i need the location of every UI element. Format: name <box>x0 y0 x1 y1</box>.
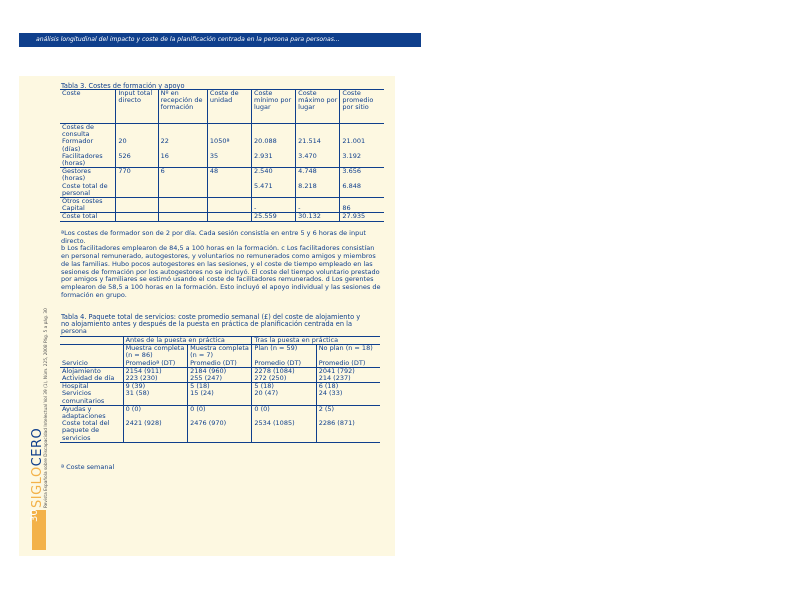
table-cell: 25.559 <box>251 213 295 221</box>
table-row <box>60 213 384 221</box>
table-cell <box>116 183 158 198</box>
table-cell: 2.931 <box>251 153 295 168</box>
table-cell: 2041 (792) <box>316 367 380 375</box>
table-row <box>60 124 384 139</box>
table-cell: Plan (n = 59) <box>252 345 316 360</box>
brand-left: SIGLO <box>30 466 45 508</box>
table-cell <box>340 124 384 139</box>
table4-footnote: ª Coste semanal <box>61 463 115 471</box>
table-cell <box>158 205 207 213</box>
table-cell <box>158 213 207 221</box>
table-cell <box>296 124 340 139</box>
table-cell: 6 (18) <box>316 383 380 391</box>
table-cell: 22 <box>158 138 207 152</box>
table4-caption-line: Tabla 4. Paquete total de servicios: coste promedio semanal (£) del coste de alojamiento y <box>61 313 361 321</box>
table-cell: Capital <box>62 204 85 213</box>
table-cell <box>251 124 295 139</box>
table-cell: 20 (47) <box>252 390 316 405</box>
table-cell: 20.088 <box>251 138 295 152</box>
table3-header-cell: Coste promedio por sitio <box>340 90 384 124</box>
table-cell: 5 (18) <box>188 383 252 391</box>
table-cell <box>158 124 207 139</box>
table-row <box>60 205 384 213</box>
table-cell: 2421 (928) <box>123 420 188 442</box>
table-cell: 214 (237) <box>316 375 380 383</box>
table4-group-after: Tras la puesta en práctica <box>252 337 380 345</box>
table-cell: Servicios comunitarios <box>62 389 105 405</box>
table-cell: 3.656 <box>340 168 384 183</box>
table-cell: 21.001 <box>340 138 384 152</box>
table-cell <box>296 198 340 206</box>
table-cell: 21.514 <box>296 138 340 152</box>
table3-header-cell: Nº en recepción de formación <box>158 90 207 124</box>
table-cell <box>116 205 158 213</box>
table-cell: 5 (18) <box>252 383 316 391</box>
table-cell: 2476 (970) <box>188 420 252 442</box>
table-cell: - <box>251 205 295 213</box>
table4-header-cell: Promedioª (DT) <box>123 360 188 368</box>
table-row <box>60 390 380 405</box>
table-cell <box>60 345 123 360</box>
table-cell: Hospital <box>60 383 123 391</box>
table-cell <box>116 198 158 206</box>
table-cell <box>158 183 207 198</box>
table-cell: Ayudas y adaptaciones <box>60 405 123 420</box>
table-row <box>60 168 384 183</box>
table-cell <box>116 124 158 139</box>
table-row <box>60 420 380 442</box>
table-cell: Actividad de día <box>62 374 115 383</box>
table-cell: 1050ª <box>207 138 251 152</box>
table-cell: 2286 (871) <box>316 420 380 442</box>
table3-note: ªLos costes de formador son de 2 por día. Cada sesión consistía en entre 5 y 6 horas de input directo. <box>61 229 366 245</box>
table-row <box>60 138 384 152</box>
table-cell: Coste total <box>60 213 116 221</box>
table4-header-cell: Promedio (DT) <box>316 360 380 368</box>
table-cell: 0 (0) <box>123 405 188 420</box>
table-cell: 2184 (960) <box>188 367 252 375</box>
table3-header-cell: Input total directo <box>116 90 158 124</box>
table-cell: Coste total de personal <box>62 181 108 197</box>
table3-note: b Los facilitadores emplearon de 84,5 a 100 horas en la formación. c Los facilitadores consistían en personal remunerado, autogestores, y voluntarios no remunerados como amigos y miembros de las familias. Hubo pocos autogestores en las sesiones, y el coste de tiempo empleado en las sesiones de formación por los autogestores no se incluyó. El coste del tiempo voluntario prestado por amigos y familiares se estimó usando el coste de facilitadores remunerados. d Los gerentes emplearon de 58,5 a 100 horas en la formación. Esto incluyó el apoyo individual y las sesiones de formación en grupo. <box>61 244 381 299</box>
table4-caption-line: persona <box>61 327 87 335</box>
table-cell: Gestores (horas) <box>60 168 116 183</box>
table-cell: Muestra completa (n = 86) <box>123 345 188 360</box>
table-cell: 48 <box>207 168 251 183</box>
table-cell: 35 <box>207 153 251 168</box>
table-cell: 5.471 <box>251 183 295 198</box>
table3-caption: Tabla 3. Costes de formación y apoyo <box>61 82 185 90</box>
table-cell: 0 (0) <box>188 405 252 420</box>
table-cell: 0 (0) <box>252 405 316 420</box>
table-cell <box>207 198 251 206</box>
table3-header-cell: Coste mínimo por lugar <box>251 90 295 124</box>
table3-header-row <box>60 90 384 124</box>
table-cell: Formador (días) <box>62 137 94 153</box>
table-cell: 2154 (911) <box>123 367 188 375</box>
table-cell: 223 (230) <box>123 375 188 383</box>
table3-notes <box>61 230 383 299</box>
table-row <box>60 405 380 420</box>
table-cell: 6.848 <box>340 183 384 198</box>
table-cell: 9 (39) <box>123 383 188 391</box>
table-cell: 16 <box>158 153 207 168</box>
table4 <box>60 336 380 443</box>
table-cell: No plan (n = 18) <box>316 345 380 360</box>
table-row <box>60 183 384 198</box>
table-cell: 272 (250) <box>252 375 316 383</box>
table4-header-cell: Servicio <box>60 360 123 368</box>
table-cell: 770 <box>116 168 158 183</box>
table-cell: 4.748 <box>296 168 340 183</box>
table-cell <box>251 198 295 206</box>
table4-header-cell: Promedio (DT) <box>252 360 316 368</box>
table-cell: Coste total del paquete de servicios <box>62 419 110 442</box>
brand-right: CERO <box>30 427 45 467</box>
table-cell <box>158 198 207 206</box>
table-cell <box>60 337 123 345</box>
table-cell: 255 (247) <box>188 375 252 383</box>
table-cell <box>207 205 251 213</box>
table3-header-cell: Coste de unidad <box>207 90 251 124</box>
table-cell: 3.470 <box>296 153 340 168</box>
table-cell: 15 (24) <box>188 390 252 405</box>
table-cell: 2.540 <box>251 168 295 183</box>
table4-subheader-row <box>60 345 380 360</box>
running-header-title: análisis longitudinal del impacto y coste de la planificación centrada en la persona para personas... <box>36 36 340 43</box>
table-cell: 24 (33) <box>316 390 380 405</box>
table-cell <box>207 213 251 221</box>
table-row <box>60 198 384 206</box>
table-cell: 526 <box>116 153 158 168</box>
table-cell <box>207 124 251 139</box>
table-cell: 6 <box>158 168 207 183</box>
table3-header-cell: Coste <box>60 90 116 124</box>
table-cell: Alojamiento <box>62 366 101 375</box>
table3 <box>60 89 384 222</box>
table4-group-before: Antes de la puesta en práctica <box>123 337 252 345</box>
table-cell: 31 (58) <box>123 390 188 405</box>
table3-header-cell: Coste máximo por lugar <box>296 90 340 124</box>
table-cell <box>116 213 158 221</box>
page-number: 30 <box>29 509 40 522</box>
table-cell: Facilitadores (horas) <box>62 151 103 168</box>
table-cell: 27.935 <box>340 213 384 221</box>
table-cell: Muestra completa (n = 7) <box>188 345 252 360</box>
table-cell: 86 <box>340 205 384 213</box>
table-cell: 2534 (1085) <box>252 420 316 442</box>
table-cell <box>207 183 251 198</box>
table4-header-cell: Promedio (DT) <box>188 360 252 368</box>
table-cell: Otros costes <box>60 198 116 206</box>
table-cell: Costes de consulta <box>62 123 95 139</box>
journal-info: Revista Española sobre Discapacidad Intelectual Vol 39 (1), Núm. 225, 2008 Pág. 5 a pág. 30 <box>44 308 49 508</box>
table-cell: 2 (5) <box>316 405 380 420</box>
table-cell: 2278 (1084) <box>252 367 316 375</box>
table-cell: - <box>296 205 340 213</box>
brand-logo <box>30 428 45 508</box>
table-row <box>60 153 384 168</box>
table4-caption-line: no alojamiento antes y después de la puesta en práctica de planificación centrada en la <box>61 320 352 328</box>
table-cell: 8.218 <box>296 183 340 198</box>
table-cell: 30.132 <box>296 213 340 221</box>
table-cell: 3.192 <box>340 153 384 168</box>
table-cell: 20 <box>116 138 158 152</box>
